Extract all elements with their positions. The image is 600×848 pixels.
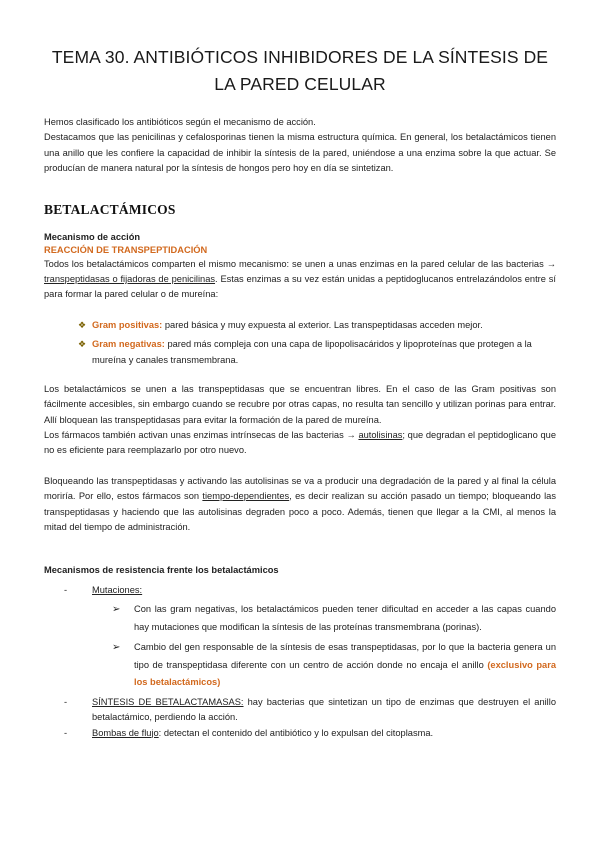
intro-line-1: Hemos clasificado los antibióticos según el mecanismo de acción. [44, 117, 316, 127]
betalactamasas-label: SÍNTESIS DE BETALACTAMASAS: [92, 696, 244, 707]
bullet-label: Gram negativas: [92, 338, 165, 349]
intro-paragraph: Destacamos que las penicilinas y cefalosporinas tienen la misma estructura química. En general, los betalactámicos tienen una anillo que les confiere la capacidad de inhibir la síntesis de la pared, uniéndose a una enzima sobre la que actuar. Se producían de manera natural por la síntesis de hongos pero hoy en día se sintetizan. [44, 132, 556, 174]
bullet-text: pared básica y muy expuesta al exterior. Las transpeptidasas acceden mejor. [162, 319, 483, 330]
mutation-text: Cambio del gen responsable de la síntesis de esas transpeptidasas, por lo que la bacteria genera un tipo de transpeptidasa diferente con un centro de acción donde no encaja el anillo [134, 642, 556, 670]
autolisinas-term: autolisinas [358, 430, 403, 441]
resistance-list [44, 583, 556, 742]
mutation-highlight: (exclusivo para los betalactámicos) [134, 659, 557, 688]
mutation-item [112, 639, 556, 692]
para3-text-b: , es decir realizan su acción pasado un tiempo; bloqueando las transpeptidasas y haciendo que las autolisinas degraden poco a poco. Además, tienen que llegar a la CMI, al menos la mitad del tiempo de administración. [44, 491, 556, 533]
intro-section [44, 115, 556, 177]
tiempo-dependientes-term: tiempo-dependientes [202, 491, 290, 502]
bullet-label: Gram positivas: [92, 319, 163, 330]
transpeptidasas-term: transpeptidasas o fijadoras de penicilinas [44, 274, 216, 285]
mutation-item [112, 601, 556, 636]
bullet-gram-positivas [78, 317, 556, 333]
porinas-paragraph: Los betalactámicos se unen a las transpeptidasas que se encuentran libres. En el caso de las Gram positivas son fácilmente accesibles, sin embargo cuando se recubre por otras capas, no resulta tan sencillo y utilizan porinas para entrar. Allí bloquean las transpeptidasas para evitar la formación de la pared de mureína. [44, 383, 556, 425]
mechanism-text-b: . Estas enzimas a su vez están unidas a peptidoglucanos entrelazándolos entre sí para formar la pared celular o de mureína: [44, 274, 556, 300]
resistance-item-betalactamasas [64, 695, 556, 726]
mutations-sub-list [92, 601, 556, 692]
mechanism-text-a: Todos los betalactámicos comparten el mismo mecanismo: se unen a unas enzimas en la pared celular de las bacterias → [44, 258, 556, 269]
autolisinas-text-a: Los fármacos también activan unas enzimas intrínsecas de las bacterias → [44, 430, 359, 441]
page-title: TEMA 30. ANTIBIÓTICOS INHIBIDORES DE LA SÍNTESIS DE LA PARED CELULAR [51, 47, 549, 94]
dash-bullet: - [64, 584, 68, 595]
mutation-text: Con las gram negativas, los betalactámicos pueden tener dificultad en acceder a las capas cuando hay mutaciones que modifican la síntesis de las proteínas transmembrana (porinas). [134, 603, 556, 632]
para3-text-a: Bloqueando las transpeptidasas y activando las autolisinas se va a producir una degradación de la pared y al final la célula moriría. Por ello, estos fármacos son [44, 475, 556, 502]
bombas-text: : detectan el contenido del antibiótico y lo expulsan del citoplasma. [158, 727, 434, 738]
section-heading-betalactamicos: BETALACTÁMICOS [44, 201, 176, 217]
diamond-bullet-icon: ❖ [78, 338, 87, 349]
bullet-text: pared más compleja con una capa de lipopolisacáridos y lipoproteínas que protegen a la mureína y canales transmembrana. [92, 338, 532, 365]
tiempo-dependientes-paragraph [44, 474, 556, 536]
dash-bullet: - [64, 696, 68, 707]
mechanism-label: Mecanismo de acción [44, 231, 141, 242]
resistance-item-mutaciones [64, 583, 556, 692]
diamond-bullet-icon: ❖ [78, 319, 87, 330]
spacer [44, 459, 556, 474]
mutaciones-label: Mutaciones: [92, 584, 143, 595]
betalactamasas-text: hay bacterias que sintetizan un tipo de enzimas que destruyen el anillo betalactámico, perdiendo la acción. [92, 696, 556, 723]
dash-bullet: - [64, 727, 68, 738]
spacer [44, 536, 556, 564]
autolisinas-paragraph [44, 428, 556, 459]
autolisinas-text-b: ; que degradan el peptidoglicano que no es eficiente para reemplazarlo por otro nuevo. [44, 430, 556, 456]
arrow-bullet-icon: ➢ [112, 642, 121, 654]
arrow-bullet-icon: ➢ [112, 603, 121, 615]
resistance-item-bombas [64, 726, 556, 741]
transpeptidation-subheading: REACCIÓN DE TRANSPEPTIDACIÓN [44, 244, 208, 255]
bullet-gram-negativas [78, 336, 556, 368]
resistance-heading: Mecanismos de resistencia frente los betalactámicos [44, 564, 279, 575]
bombas-label: Bombas de flujo [92, 727, 159, 738]
mechanism-paragraph [44, 257, 556, 303]
gram-bullet-list [44, 317, 556, 368]
